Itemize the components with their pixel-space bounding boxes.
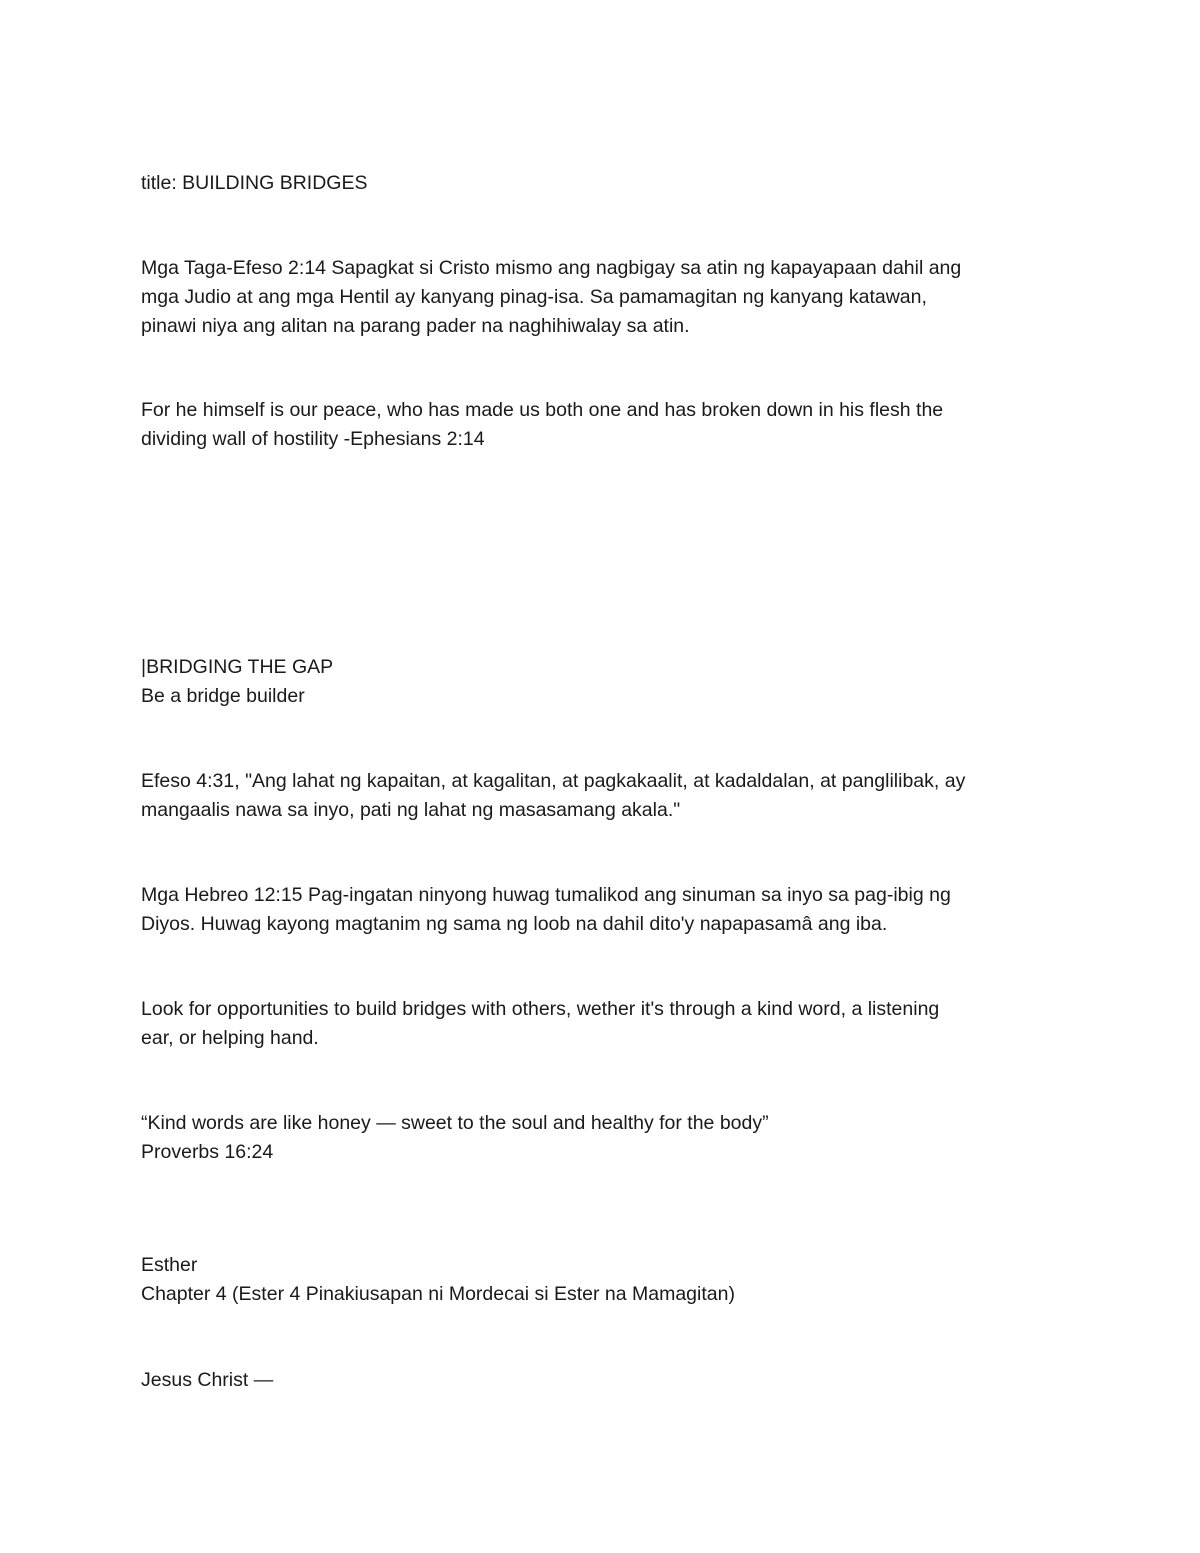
efeso-431-line-2: mangaalis nawa sa inyo, pati ng lahat ng masasamang akala." — [141, 798, 681, 821]
section-heading-block — [141, 653, 1071, 711]
jesus-line: Jesus Christ — — [141, 1369, 274, 1391]
verse-tagalog-paragraph — [141, 254, 1071, 340]
proverbs-quote: “Kind words are like honey — sweet to the soul and healthy for the body” — [141, 1112, 769, 1134]
section-subheading: Be a bridge builder — [141, 684, 305, 707]
efeso-431-line-1: Efeso 4:31, "Ang lahat ng kapaitan, at kagalitan, at pagkakaalit, at kadaldalan, at panglilibak, ay — [141, 770, 966, 792]
verse-english-line-1: For he himself is our peace, who has made us both one and has broken down in his flesh the — [141, 399, 944, 421]
hebreo-1215-line-2: Diyos. Huwag kayong magtanim ng sama ng loob na dahil dito'y napapasamâ ang iba. — [141, 912, 888, 935]
opportunities-line-2: ear, or helping hand. — [141, 1026, 319, 1049]
verse-english-paragraph — [141, 396, 1071, 454]
opportunities-paragraph — [141, 995, 1071, 1053]
esther-chapter: Chapter 4 (Ester 4 Pinakiusapan ni Mordecai si Ester na Mamagitan) — [141, 1282, 735, 1305]
hebreo-1215-paragraph — [141, 881, 1071, 939]
verse-tagalog-line-2: mga Judio at ang mga Hentil ay kanyang pinag-isa. Sa pamamagitan ng kanyang katawan, — [141, 285, 927, 308]
section-heading: |BRIDGING THE GAP — [141, 656, 334, 678]
verse-tagalog-line-3: pinawi niya ang alitan na parang pader na naghihiwalay sa atin. — [141, 314, 690, 337]
verse-english-line-2: dividing wall of hostility -Ephesians 2:14 — [141, 427, 485, 450]
hebreo-1215-line-1: Mga Hebreo 12:15 Pag-ingatan ninyong huwag tumalikod ang sinuman sa inyo sa pag-ibig ng — [141, 884, 951, 906]
proverbs-reference: Proverbs 16:24 — [141, 1140, 274, 1163]
esther-block — [141, 1251, 1071, 1309]
title-text: title: BUILDING BRIDGES — [141, 172, 368, 194]
opportunities-line-1: Look for opportunities to build bridges with others, wether it's through a kind word, a listening — [141, 998, 940, 1020]
esther-title: Esther — [141, 1254, 198, 1276]
jesus-block — [141, 1366, 1071, 1395]
verse-tagalog-line-1: Mga Taga-Efeso 2:14 Sapagkat si Cristo mismo ang nagbigay sa atin ng kapayapaan dahil ang — [141, 257, 962, 279]
document-title-line — [141, 169, 1071, 198]
efeso-431-paragraph — [141, 767, 1071, 825]
proverbs-block — [141, 1109, 1071, 1167]
